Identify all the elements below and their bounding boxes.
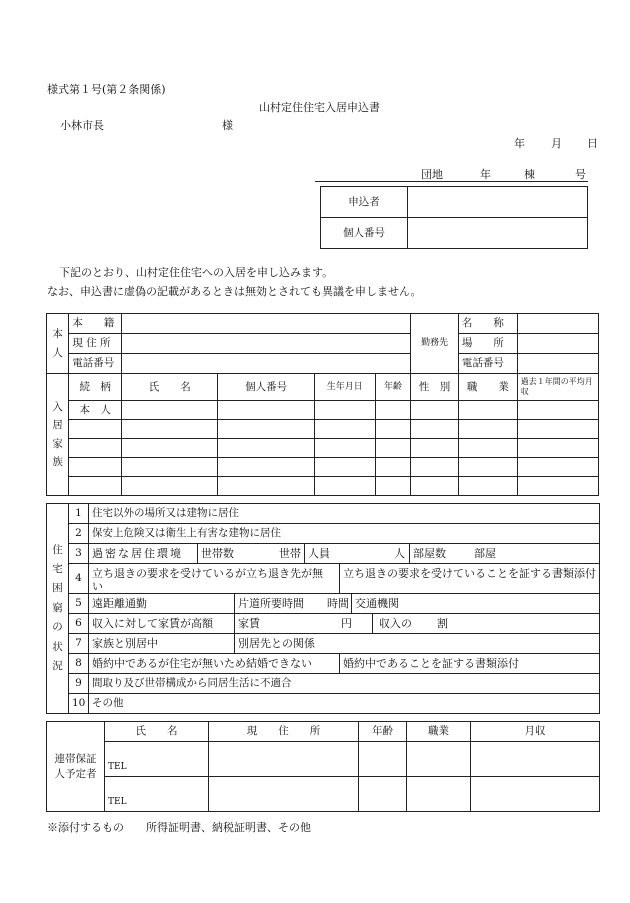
family-cell[interactable]: [517, 401, 598, 420]
hardship-section-label: 住 宅 困 窮 の 状 況: [47, 504, 69, 714]
family-cell[interactable]: [218, 401, 314, 420]
hardship-no: 8: [69, 654, 89, 674]
family-cell[interactable]: [218, 439, 314, 458]
family-cell[interactable]: [517, 439, 598, 458]
housing-underline: [315, 181, 588, 182]
hardship-item-8: [89, 654, 600, 674]
honseki-field[interactable]: [122, 314, 411, 334]
date-year-label: 年: [514, 137, 525, 150]
family-cell[interactable]: [314, 477, 375, 496]
hardship-no: 1: [69, 504, 89, 524]
tel-label: TEL: [108, 796, 127, 807]
family-cell[interactable]: [375, 439, 411, 458]
divider: [372, 614, 373, 634]
hardship-item-5: [89, 594, 600, 614]
family-cell[interactable]: [375, 401, 411, 420]
family-header-relation: 続 柄: [69, 374, 122, 401]
applicant-field[interactable]: [408, 187, 588, 218]
main-table: [46, 313, 599, 496]
hardship-3-text: 過密な居住環境: [92, 547, 183, 560]
family-cell[interactable]: [375, 477, 411, 496]
housing-year-label: 年: [480, 168, 491, 181]
family-cell[interactable]: [218, 477, 314, 496]
self-section-label: 本 人: [47, 314, 69, 374]
family-cell[interactable]: [411, 458, 459, 477]
workplace-label: 勤務先: [411, 314, 459, 374]
date-month-label: 月: [551, 137, 562, 150]
family-cell[interactable]: [69, 477, 122, 496]
housing-danchi-label: 団地: [421, 168, 443, 181]
workplace-name-label: 名 称: [458, 314, 517, 334]
family-cell[interactable]: [69, 439, 122, 458]
guarantor-2-occupation-field[interactable]: [407, 777, 471, 812]
hardship-5-transport: 交通機関: [355, 597, 399, 610]
family-header-sex: 性 別: [411, 374, 459, 401]
hardship-6-text: 収入に対して家賃が高額: [92, 617, 213, 630]
guarantor-1-income-field[interactable]: [471, 742, 600, 777]
hardship-3-persons-unit: 人: [394, 547, 405, 560]
family-cell[interactable]: [314, 401, 375, 420]
divider: [234, 594, 235, 614]
family-cell[interactable]: [517, 458, 598, 477]
guarantor-2-name-field[interactable]: [105, 777, 209, 812]
divider: [339, 564, 340, 594]
id-number-label: 個人番号: [321, 218, 408, 249]
hardship-6-rent: 家賃: [238, 617, 260, 630]
form-title: 山村定住住宅入居申込書: [259, 101, 380, 114]
applicant-box: [320, 186, 588, 249]
family-cell[interactable]: [122, 401, 218, 420]
family-header-occupation: 職 業: [458, 374, 517, 401]
family-cell[interactable]: [69, 420, 122, 439]
guarantor-1-occupation-field[interactable]: [407, 742, 471, 777]
guarantor-1-address-field[interactable]: [209, 742, 359, 777]
intro-line-2: なお、申込書に虚偽の記載があるときは無効とされても異議を申しません。: [47, 285, 422, 298]
family-cell[interactable]: [69, 458, 122, 477]
applicant-label: 申込者: [321, 187, 408, 218]
divider: [304, 544, 305, 564]
hardship-no: 5: [69, 594, 89, 614]
address-field[interactable]: [122, 334, 411, 354]
divider: [234, 614, 235, 634]
intro-line-1: 下記のとおり、山村定住住宅への入居を申し込みます。: [59, 266, 334, 279]
hardship-3-rooms: 部屋数: [413, 547, 446, 560]
attachments-note: ※添付するもの 所得証明書、納税証明書、その他: [47, 821, 311, 834]
phone-field[interactable]: [122, 354, 411, 374]
family-header-income: 過去１年間の平均月収: [517, 374, 598, 401]
family-cell[interactable]: [122, 420, 218, 439]
hardship-no: 9: [69, 674, 89, 694]
hardship-no: 4: [69, 564, 89, 594]
family-cell[interactable]: [411, 439, 459, 458]
family-cell[interactable]: [411, 477, 459, 496]
id-number-field[interactable]: [408, 218, 588, 249]
workplace-phone-field[interactable]: [517, 354, 598, 374]
family-cell[interactable]: [458, 477, 517, 496]
workplace-place-label: 場 所: [458, 334, 517, 354]
hardship-no: 7: [69, 634, 89, 654]
hardship-no: 3: [69, 544, 89, 564]
divider: [409, 544, 410, 564]
honorific: 様: [222, 119, 233, 132]
family-self-relation: 本 人: [69, 401, 122, 420]
guarantor-header-income: 月収: [471, 722, 600, 742]
hardship-3-rooms-unit: 部屋: [474, 547, 496, 560]
guarantor-1-name-field[interactable]: [105, 742, 209, 777]
family-cell[interactable]: [517, 420, 598, 439]
hardship-item-4: [89, 564, 600, 594]
hardship-3-households-unit: 世帯: [279, 547, 301, 560]
hardship-no: 2: [69, 524, 89, 544]
hardship-table: [46, 503, 600, 714]
family-cell[interactable]: [458, 439, 517, 458]
hardship-8-doc: 婚約中であることを証する書類添付: [343, 657, 519, 670]
hardship-3-households: 世帯数: [201, 547, 234, 560]
family-section-label: 入 居 家 族: [47, 374, 69, 496]
divider: [339, 654, 340, 674]
family-cell[interactable]: [314, 420, 375, 439]
family-cell[interactable]: [411, 420, 459, 439]
hardship-6-percent-unit: 割: [437, 617, 448, 630]
family-cell[interactable]: [218, 420, 314, 439]
family-cell[interactable]: [517, 477, 598, 496]
family-cell[interactable]: [122, 439, 218, 458]
divider: [351, 594, 352, 614]
tel-label: TEL: [108, 761, 127, 772]
guarantor-2-address-field[interactable]: [209, 777, 359, 812]
hardship-5-commute-time: 片道所要時間: [238, 597, 304, 610]
family-header-age: 年齢: [375, 374, 411, 401]
housing-building-label: 棟: [524, 168, 535, 181]
hardship-4-doc: 立ち退きの要求を受けていることを証する書類添付: [343, 567, 596, 580]
family-cell[interactable]: [314, 458, 375, 477]
workplace-name-field[interactable]: [517, 314, 598, 334]
divider: [234, 634, 235, 654]
hardship-7-text: 家族と別居中: [92, 637, 158, 650]
guarantor-header-name: 氏 名: [105, 722, 209, 742]
form-number: 様式第１号(第２条関係): [47, 83, 166, 96]
hardship-item-3: [89, 544, 600, 564]
guarantor-2-income-field[interactable]: [471, 777, 600, 812]
divider: [197, 544, 198, 564]
honseki-label: 本 籍: [69, 314, 122, 334]
workplace-phone-label: 電話番号: [458, 354, 517, 374]
hardship-3-persons: 人員: [308, 547, 330, 560]
hardship-4-text: 立ち退きの要求を受けているが立ち退き先が無い: [92, 567, 323, 594]
hardship-item-9: 間取り及び世帯構成から同居生活に不適合: [89, 674, 600, 694]
hardship-item-1: 住宅以外の場所又は建物に居住: [89, 504, 600, 524]
hardship-5-text: 遠距離通勤: [92, 597, 147, 610]
hardship-6-yen-unit: 円: [341, 617, 352, 630]
family-cell[interactable]: [218, 458, 314, 477]
housing-number-label: 号: [575, 168, 586, 181]
phone-label: 電話番号: [69, 354, 122, 374]
workplace-place-field[interactable]: [517, 334, 598, 354]
family-cell[interactable]: [375, 458, 411, 477]
family-cell[interactable]: [375, 420, 411, 439]
guarantor-header-age: 年齢: [359, 722, 407, 742]
guarantor-2-age-field[interactable]: [359, 777, 407, 812]
family-header-birthdate: 生年月日: [314, 374, 375, 401]
guarantor-table: [46, 721, 600, 812]
hardship-item-2: 保安上危険又は衛生上有害な建物に居住: [89, 524, 600, 544]
family-header-name: 氏 名: [122, 374, 218, 401]
hardship-5-hours-unit: 時間: [327, 597, 349, 610]
hardship-item-6: [89, 614, 600, 634]
guarantor-header-occupation: 職業: [407, 722, 471, 742]
family-cell[interactable]: [458, 458, 517, 477]
hardship-no: 6: [69, 614, 89, 634]
date-day-label: 日: [587, 137, 598, 150]
hardship-8-text: 婚約中であるが住宅が無いため結婚できない: [92, 657, 312, 670]
guarantor-section-label: 連帯保証 人予定者: [47, 722, 105, 812]
family-cell[interactable]: [458, 420, 517, 439]
family-cell[interactable]: [314, 439, 375, 458]
hardship-no: 10: [69, 694, 89, 714]
hardship-item-10: その他: [89, 694, 600, 714]
guarantor-header-address: 現 住 所: [209, 722, 359, 742]
hardship-6-income: 収入の: [379, 617, 412, 630]
hardship-item-7: [89, 634, 600, 654]
family-cell[interactable]: [458, 401, 517, 420]
hardship-7-relation: 別居先との関係: [238, 637, 315, 650]
family-cell[interactable]: [411, 401, 459, 420]
family-header-id: 個人番号: [218, 374, 314, 401]
guarantor-1-age-field[interactable]: [359, 742, 407, 777]
address-label: 現 住 所: [69, 334, 122, 354]
family-cell[interactable]: [122, 458, 218, 477]
family-cell[interactable]: [122, 477, 218, 496]
addressee: 小林市長: [60, 119, 104, 132]
